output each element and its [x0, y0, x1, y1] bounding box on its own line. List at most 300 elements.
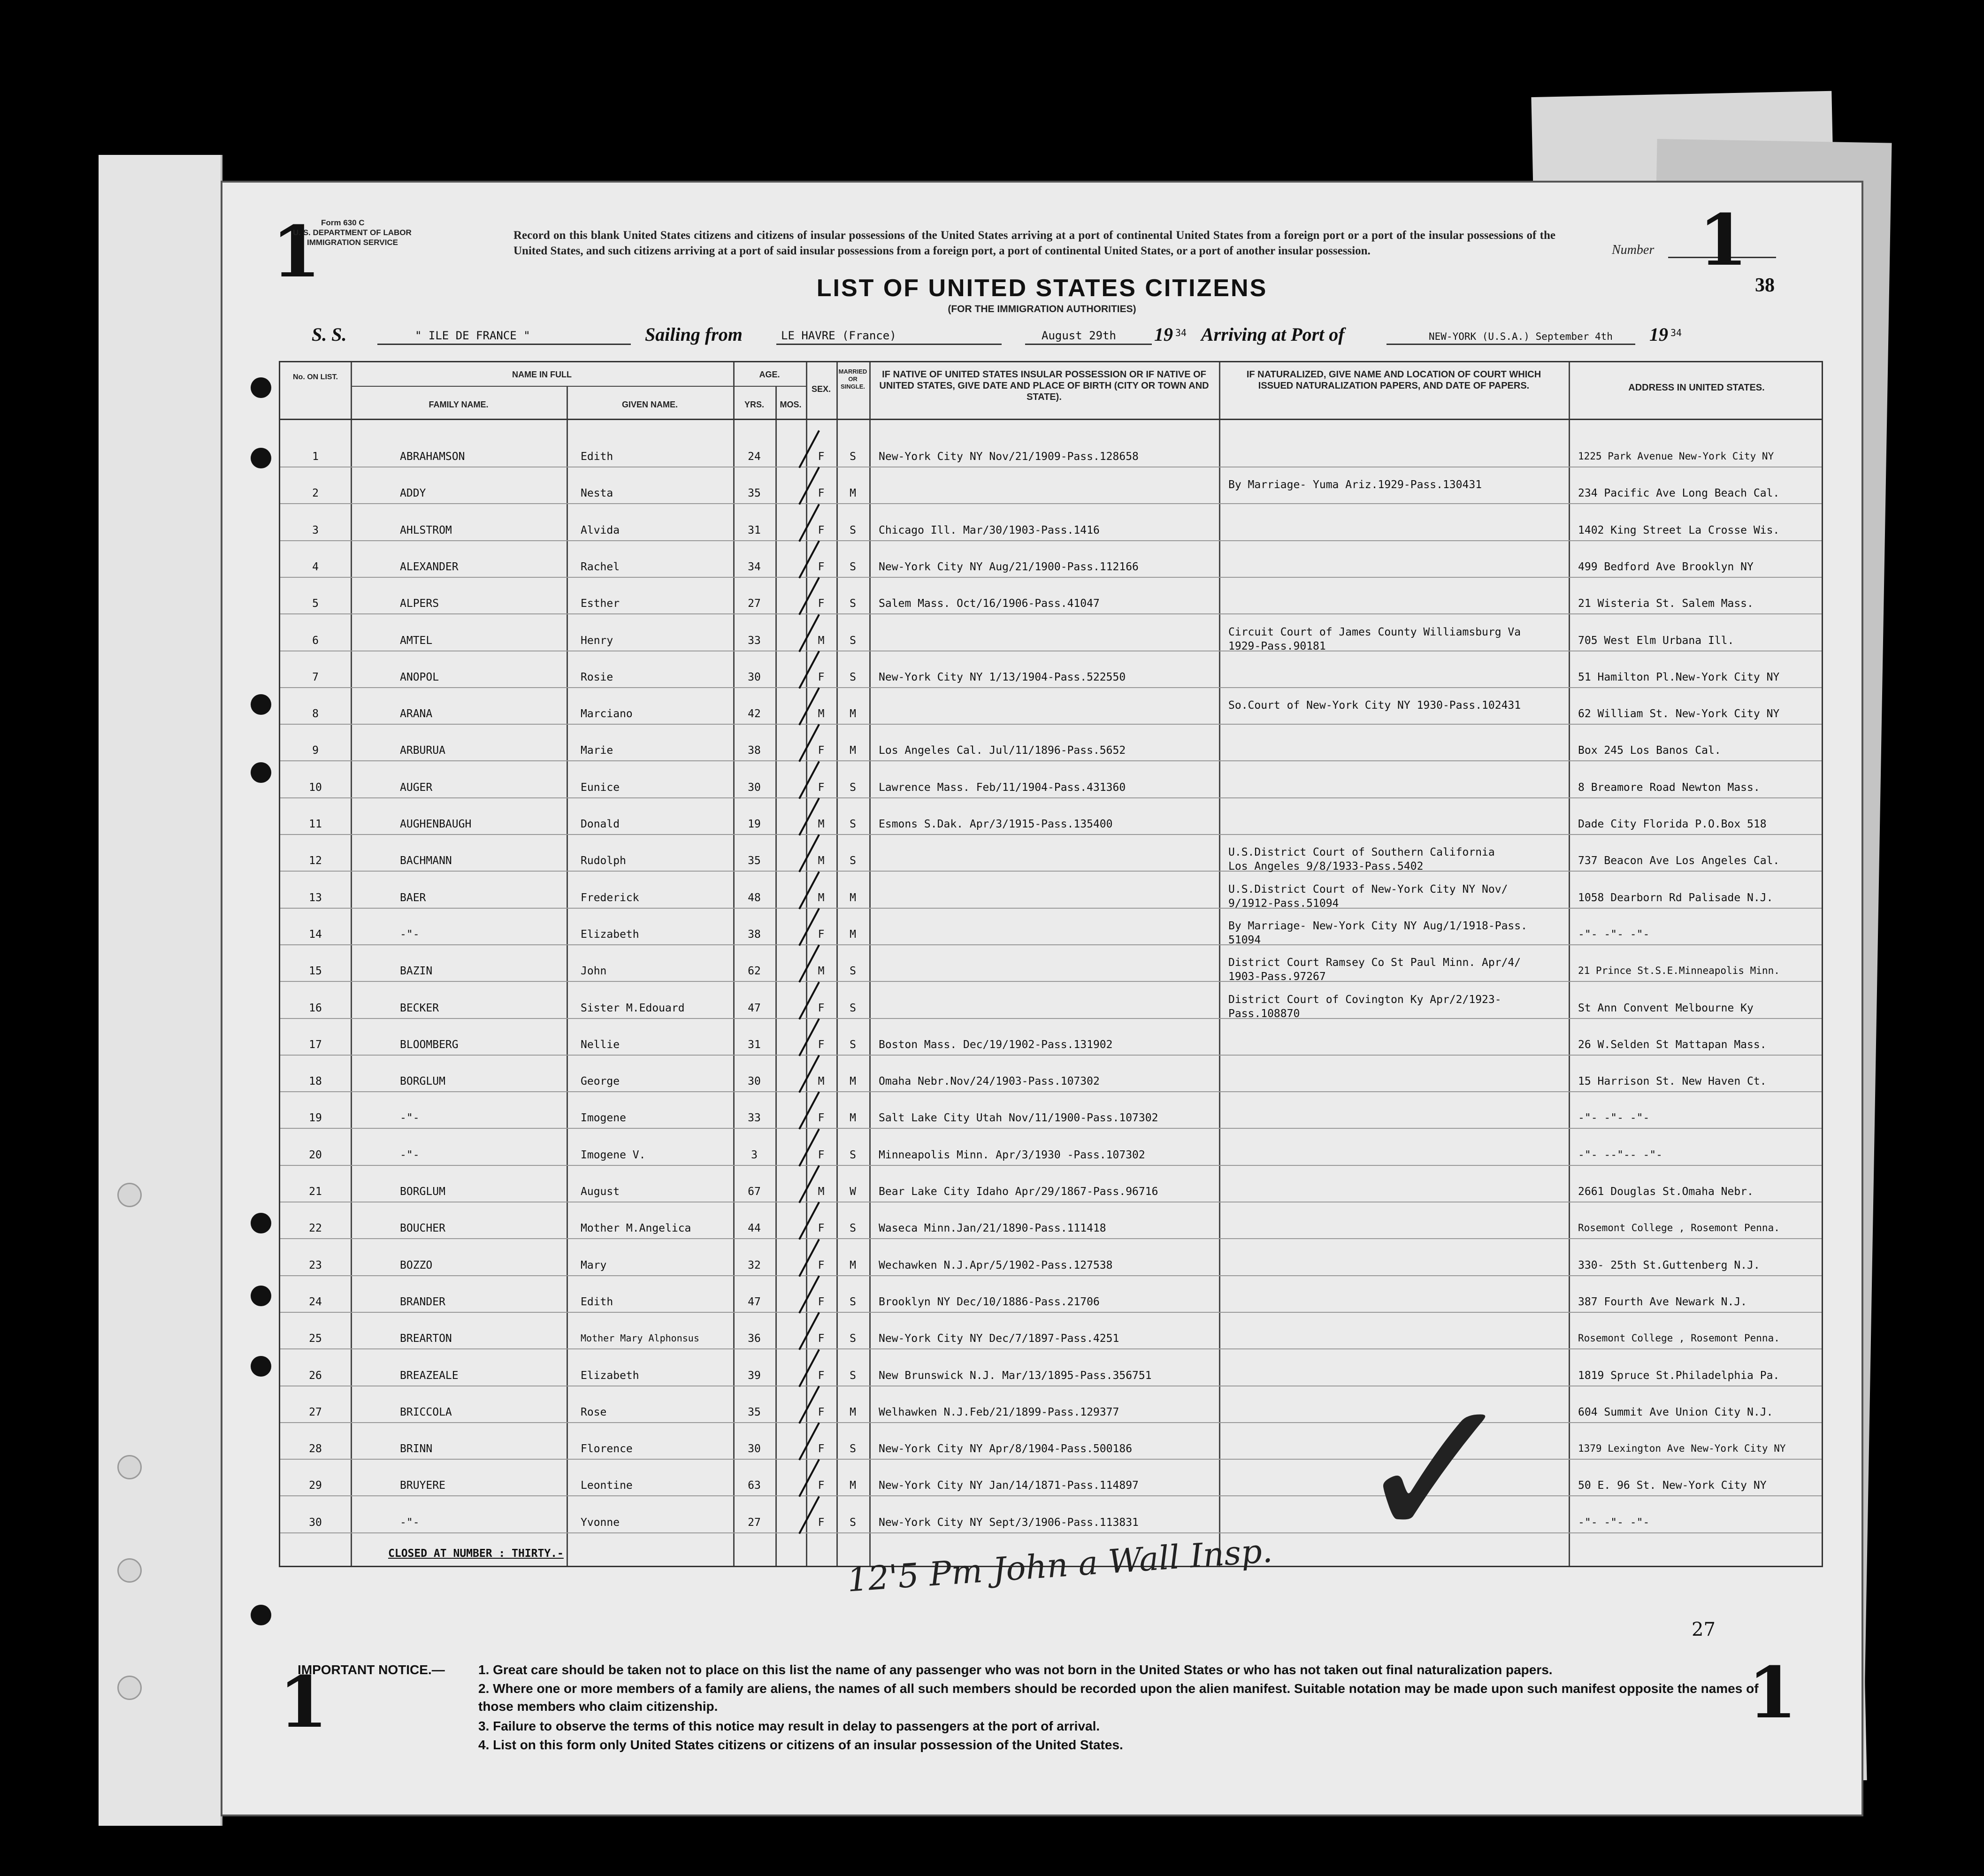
sex: F: [818, 1406, 825, 1418]
sex: F: [818, 928, 825, 941]
row-rule: [280, 1275, 1822, 1276]
age-years: 3: [751, 1149, 758, 1161]
family-name: AHLSTROM: [400, 524, 452, 536]
given-name: John: [581, 965, 607, 978]
table-row: [280, 584, 1822, 620]
given-name: Imogene: [581, 1112, 626, 1125]
birth-place-date: New Brunswick N.J. Mar/13/1895-Pass.356751: [879, 1369, 1152, 1382]
family-name: BLOOMBERG: [400, 1038, 459, 1051]
notice-label: IMPORTANT NOTICE.—: [298, 1662, 445, 1677]
punch-hole: [251, 762, 271, 783]
binding-strip: [99, 155, 222, 1826]
age-years: 35: [748, 1406, 761, 1418]
underline: [1387, 344, 1635, 345]
marital-status: S: [850, 1149, 856, 1161]
row-rule: [280, 1128, 1822, 1129]
sex: M: [818, 1186, 825, 1198]
naturalization-info: Circuit Court of James County Williamsburg Va 1929-Pass.90181: [1228, 626, 1521, 652]
age-years: 47: [748, 1002, 761, 1014]
birth-place-date: Chicago Ill. Mar/30/1903-Pass.1416: [879, 524, 1100, 536]
sex: F: [818, 1002, 825, 1014]
family-name: ALEXANDER: [400, 560, 459, 573]
given-name: Edith: [581, 451, 613, 463]
marital-status: S: [850, 671, 856, 683]
address: Dade City Florida P.O.Box 518: [1578, 818, 1767, 830]
ship-name: " ILE DE FRANCE ": [415, 329, 530, 342]
address: 8 Breamore Road Newton Mass.: [1578, 781, 1760, 794]
header-no-on-list: No. ON LIST.: [293, 373, 338, 381]
age-years: 30: [748, 1075, 761, 1088]
marital-status: M: [850, 1479, 856, 1492]
address: 604 Summit Ave Union City N.J.: [1578, 1406, 1773, 1418]
address: 21 Wisteria St. Salem Mass.: [1578, 597, 1754, 610]
family-name: BREARTON: [400, 1332, 452, 1345]
row-number: 13: [309, 891, 322, 904]
row-rule: [280, 871, 1822, 872]
age-years: 35: [748, 855, 761, 867]
age-years: 34: [748, 560, 761, 573]
birth-place-date: New-York City NY Apr/8/1904-Pass.500186: [879, 1443, 1133, 1455]
row-number: 19: [309, 1112, 322, 1125]
address: 387 Fourth Ave Newark N.J.: [1578, 1295, 1747, 1308]
number-value: 1: [1699, 199, 1748, 282]
address: -"- -"- -"-: [1578, 1516, 1650, 1529]
address: -"- -"- -"-: [1578, 1112, 1650, 1125]
birth-place-date: Omaha Nebr.Nov/24/1903-Pass.107302: [879, 1075, 1100, 1088]
sex: F: [818, 1112, 825, 1125]
table-row: [280, 1026, 1822, 1062]
row-rule: [280, 1091, 1822, 1092]
sex: F: [818, 1479, 825, 1492]
given-name: Rose: [581, 1406, 607, 1418]
age-years: 36: [748, 1332, 761, 1345]
arrival-port-date: NEW-YORK (U.S.A.) September 4th: [1429, 331, 1613, 342]
table-row: [280, 1062, 1822, 1098]
marital-status: M: [850, 891, 856, 904]
marker-number-mark: 1: [272, 211, 321, 293]
sex: F: [818, 781, 825, 794]
marital-status: M: [850, 1112, 856, 1125]
sex: M: [818, 1075, 825, 1088]
page-number: 38: [1755, 275, 1775, 296]
header-address: ADDRESS IN UNITED STATES.: [1628, 383, 1765, 393]
sex: F: [818, 671, 825, 683]
underline: [776, 344, 1002, 345]
arriving-label: Arriving at Port of: [1201, 324, 1345, 345]
header-bottom-rule: [280, 419, 1822, 420]
marital-status: S: [850, 1443, 856, 1455]
row-rule: [280, 503, 1822, 504]
row-number: 23: [309, 1259, 322, 1271]
table-row: [280, 915, 1822, 951]
row-rule: [280, 944, 1822, 945]
row-rule: [280, 908, 1822, 909]
given-name: Nellie: [581, 1038, 620, 1051]
row-number: 2: [312, 487, 319, 500]
birth-place-date: Wechawken N.J.Apr/5/1902-Pass.127538: [879, 1259, 1113, 1271]
age-years: 27: [748, 1516, 761, 1529]
footer-number: 27: [1692, 1619, 1716, 1640]
family-name: -"-: [400, 1516, 420, 1529]
sex: F: [818, 744, 825, 757]
given-name: Elizabeth: [581, 928, 639, 941]
check-mark: ✓: [1354, 1356, 1519, 1585]
sex: M: [818, 634, 825, 647]
family-name: AMTEL: [400, 634, 433, 647]
year-prefix: 19: [1154, 324, 1173, 345]
family-name: BAZIN: [400, 965, 433, 978]
birth-place-date: Welhawken N.J.Feb/21/1899-Pass.129377: [879, 1406, 1119, 1418]
age-years: 35: [748, 487, 761, 500]
row-rule: [280, 540, 1822, 541]
row-rule: [280, 834, 1822, 835]
manifest-table: [279, 361, 1823, 1567]
given-name: Rachel: [581, 560, 620, 573]
given-name: Mother M.Angelica: [581, 1222, 691, 1235]
punch-hole: [251, 1356, 271, 1377]
age-years: 42: [748, 708, 761, 720]
marital-status: S: [850, 855, 856, 867]
bottom-right-marker: 1: [1748, 1652, 1797, 1734]
inspector-signature: 12'5 Pm John a Wall Insp.: [846, 1531, 1274, 1600]
binder-hole: [117, 1183, 142, 1207]
birth-place-date: New-York City NY Sept/3/1906-Pass.113831: [879, 1516, 1139, 1529]
row-number: 12: [309, 855, 322, 867]
row-rule: [280, 1422, 1822, 1423]
row-rule: [280, 1055, 1822, 1056]
row-rule: [280, 981, 1822, 982]
row-rule: [280, 797, 1822, 798]
table-row: [280, 1283, 1822, 1319]
record-instructions: Record on this blank United States citizens and citizens of insular possessions of the United States arriving at a port of continental United States from a foreign port or a port of the insular possessions of the United States, and such citizens arriving at a port of said insular possessions from a foreign port, a port of continental United States, or a port of another insular possession.: [513, 229, 1555, 257]
given-name: Donald: [581, 818, 620, 830]
row-rule: [280, 724, 1822, 725]
row-number: 7: [312, 671, 319, 683]
birth-place-date: Boston Mass. Dec/19/1902-Pass.131902: [879, 1038, 1113, 1051]
table-row: [280, 989, 1822, 1025]
binder-hole: [117, 1558, 142, 1583]
marital-status: S: [850, 451, 856, 463]
address: 330- 25th St.Guttenberg N.J.: [1578, 1259, 1760, 1271]
binder-hole: [117, 1676, 142, 1700]
address: 2661 Douglas St.Omaha Nebr.: [1578, 1186, 1754, 1198]
form-number: Form 630 C: [321, 218, 365, 227]
family-name: -"-: [400, 1149, 420, 1161]
family-name: BOZZO: [400, 1259, 433, 1271]
address: -"- --"-- -"-: [1578, 1149, 1663, 1161]
given-name: Elizabeth: [581, 1369, 639, 1382]
age-years: 31: [748, 1038, 761, 1051]
family-name: ARANA: [400, 708, 433, 720]
notice-item-4: 4. List on this form only United States citizens or citizens of an insular possession of the United States.: [478, 1738, 1123, 1752]
given-name: Rosie: [581, 671, 613, 683]
address: 1058 Dearborn Rd Palisade N.J.: [1578, 891, 1773, 904]
page-title: LIST OF UNITED STATES CITIZENS: [816, 275, 1268, 302]
given-name: Eunice: [581, 781, 620, 794]
given-name: Edith: [581, 1295, 613, 1308]
given-name: Leontine: [581, 1479, 633, 1492]
number-label: Number: [1612, 243, 1655, 257]
row-number: 14: [309, 928, 322, 941]
address: 62 William St. New-York City NY: [1578, 708, 1780, 720]
family-name: ANOPOL: [400, 671, 439, 683]
header-mos: MOS.: [780, 400, 802, 409]
marital-status: S: [850, 1516, 856, 1529]
family-name: AUGER: [400, 781, 433, 794]
family-name: BRUYERE: [400, 1479, 445, 1492]
sailing-year: 34: [1175, 327, 1187, 338]
header-sex: SEX.: [811, 384, 831, 394]
family-name: -"-: [400, 928, 420, 941]
address: 15 Harrison St. New Haven Ct.: [1578, 1075, 1767, 1088]
family-name: -"-: [400, 1112, 420, 1125]
header-yrs: YRS.: [744, 400, 764, 409]
marital-status: M: [850, 1259, 856, 1271]
age-years: 47: [748, 1295, 761, 1308]
given-name: Alvida: [581, 524, 620, 536]
family-name: BOUCHER: [400, 1222, 445, 1235]
header-native-birth: IF NATIVE OF UNITED STATES INSULAR POSSESSION OR IF NATIVE OF UNITED STATES, GIVE DATE AND PLACE OF BIRTH (CITY OR TOWN AND STATE).: [879, 369, 1209, 402]
table-row: [280, 952, 1822, 988]
given-name: Mother Mary Alphonsus: [581, 1332, 699, 1344]
family-name: BECKER: [400, 1002, 439, 1014]
age-years: 33: [748, 634, 761, 647]
punch-hole: [251, 377, 271, 398]
given-name: August: [581, 1186, 620, 1198]
given-name: Henry: [581, 634, 613, 647]
table-row: [280, 1136, 1822, 1172]
sex: F: [818, 560, 825, 573]
sex: F: [818, 1295, 825, 1308]
family-name: ADDY: [400, 487, 426, 500]
family-name: BAER: [400, 891, 426, 904]
family-name: ALPERS: [400, 597, 439, 610]
sex: F: [818, 524, 825, 536]
address: 1379 Lexington Ave New-York City NY: [1578, 1443, 1786, 1455]
table-row: [280, 1466, 1822, 1502]
marital-status: S: [850, 781, 856, 794]
given-name: Nesta: [581, 487, 613, 500]
row-number: 6: [312, 634, 319, 647]
sex: F: [818, 1222, 825, 1235]
notice-item-3: 3. Failure to observe the terms of this notice may result in delay to passengers at the port of arrival.: [478, 1719, 1100, 1733]
bottom-left-marker: 1: [279, 1661, 328, 1744]
age-years: 30: [748, 781, 761, 794]
address: 1225 Park Avenue New-York City NY: [1578, 451, 1774, 462]
sex: F: [818, 1369, 825, 1382]
sex: F: [818, 1332, 825, 1345]
naturalization-info: By Marriage- Yuma Ariz.1929-Pass.130431: [1228, 479, 1482, 491]
address: Rosemont College , Rosemont Penna.: [1578, 1332, 1780, 1344]
marital-status: M: [850, 487, 856, 500]
row-number: 27: [309, 1406, 322, 1418]
table-row: [280, 437, 1822, 474]
row-number: 25: [309, 1332, 322, 1345]
table-row: [280, 805, 1822, 841]
family-name: BRINN: [400, 1443, 433, 1455]
marital-status: S: [850, 965, 856, 978]
row-rule: [280, 577, 1822, 578]
row-number: 24: [309, 1295, 322, 1308]
row-number: 4: [312, 560, 319, 573]
address: 234 Pacific Ave Long Beach Cal.: [1578, 487, 1780, 500]
table-row: [280, 695, 1822, 731]
sex: F: [818, 451, 825, 463]
sex: F: [818, 1443, 825, 1455]
family-name: BREAZEALE: [400, 1369, 459, 1382]
given-name: Marciano: [581, 708, 633, 720]
age-years: 44: [748, 1222, 761, 1235]
marital-status: M: [850, 928, 856, 941]
marital-status: S: [850, 1222, 856, 1235]
row-number: 30: [309, 1516, 322, 1529]
row-number: 20: [309, 1149, 322, 1161]
arrival-year-prefix: 19: [1649, 324, 1668, 345]
row-number: 18: [309, 1075, 322, 1088]
family-name: BACHMANN: [400, 855, 452, 867]
age-years: 31: [748, 524, 761, 536]
address: Rosemont College , Rosemont Penna.: [1578, 1222, 1780, 1234]
naturalization-info: U.S.District Court of New-York City NY Nov/ 9/1912-Pass.51094: [1228, 883, 1508, 910]
address: 50 E. 96 St. New-York City NY: [1578, 1479, 1767, 1492]
header-naturalized: IF NATURALIZED, GIVE NAME AND LOCATION OF COURT WHICH ISSUED NATURALIZATION PAPERS, AND DATE OF PAPERS.: [1246, 369, 1541, 391]
address: Box 245 Los Banos Cal.: [1578, 744, 1721, 757]
header-divider: [733, 386, 806, 387]
table-row: [280, 879, 1822, 915]
sailing-label: Sailing from: [645, 324, 743, 345]
age-years: 38: [748, 744, 761, 757]
age-years: 38: [748, 928, 761, 941]
row-number: 17: [309, 1038, 322, 1051]
family-name: BORGLUM: [400, 1075, 445, 1088]
service-name: IMMIGRATION SERVICE: [307, 238, 398, 247]
row-number: 3: [312, 524, 319, 536]
page-subtitle: (FOR THE IMMIGRATION AUTHORITIES): [948, 304, 1136, 314]
age-years: 63: [748, 1479, 761, 1492]
marital-status: S: [850, 1332, 856, 1345]
naturalization-info: District Court Ramsey Co St Paul Minn. Apr/4/ 1903-Pass.97267: [1228, 957, 1521, 983]
sailing-date: August 29th: [1042, 329, 1116, 342]
notice-item-2: 2. Where one or more members of a family are aliens, the names of all such members should be recorded upon the alien manifest. Suitable notation may be made upon such manifest opposite the names of those members who claim citizenship.: [478, 1681, 1759, 1714]
birth-place-date: Minneapolis Minn. Apr/3/1930 -Pass.107302: [879, 1149, 1145, 1161]
given-name: Frederick: [581, 891, 639, 904]
marital-status: S: [850, 818, 856, 830]
row-number: 22: [309, 1222, 322, 1235]
birth-place-date: Salem Mass. Oct/16/1906-Pass.41047: [879, 597, 1100, 610]
age-years: 30: [748, 1443, 761, 1455]
row-number: 15: [309, 965, 322, 978]
sex: M: [818, 965, 825, 978]
family-name: AUGHENBAUGH: [400, 818, 472, 830]
table-row: [280, 731, 1822, 767]
row-number: 16: [309, 1002, 322, 1014]
marital-status: W: [850, 1186, 856, 1198]
marital-status: S: [850, 597, 856, 610]
given-name: George: [581, 1075, 620, 1088]
row-rule: [280, 613, 1822, 614]
given-name: Sister M.Edouard: [581, 1002, 685, 1014]
given-name: Rudolph: [581, 855, 626, 867]
table-row: [280, 1209, 1822, 1245]
sex: M: [818, 818, 825, 830]
binder-hole: [117, 1455, 142, 1479]
age-years: 19: [748, 818, 761, 830]
address: 499 Bedford Ave Brooklyn NY: [1578, 560, 1754, 573]
table-row: [280, 1172, 1822, 1209]
punch-hole: [251, 448, 271, 468]
table-row: [280, 842, 1822, 878]
punch-hole: [251, 1286, 271, 1306]
family-name: ARBURUA: [400, 744, 445, 757]
row-number: 8: [312, 708, 319, 720]
punch-hole: [251, 1605, 271, 1625]
row-number: 9: [312, 744, 319, 757]
marital-status: M: [850, 1406, 856, 1418]
sex: M: [818, 891, 825, 904]
punch-hole: [251, 694, 271, 715]
birth-place-date: New-York City NY Jan/14/1871-Pass.114897: [879, 1479, 1139, 1492]
naturalization-info: District Court of Covington Ky Apr/2/1923- Pass.108870: [1228, 993, 1501, 1020]
marital-status: M: [850, 744, 856, 757]
given-name: Esther: [581, 597, 620, 610]
row-number: 26: [309, 1369, 322, 1382]
row-number: 21: [309, 1186, 322, 1198]
address: 26 W.Selden St Mattapan Mass.: [1578, 1038, 1767, 1051]
row-number: 11: [309, 818, 322, 830]
manifest-page: [221, 181, 1863, 1816]
sex: F: [818, 1038, 825, 1051]
address: 51 Hamilton Pl.New-York City NY: [1578, 671, 1780, 683]
sex: F: [818, 487, 825, 500]
family-name: BORGLUM: [400, 1186, 445, 1198]
table-row: [280, 548, 1822, 584]
row-number: 10: [309, 781, 322, 794]
marital-status: S: [850, 1295, 856, 1308]
row-rule: [280, 1348, 1822, 1349]
family-name: BRANDER: [400, 1295, 445, 1308]
notice-item-1: 1. Great care should be taken not to place on this list the name of any passenger who was not born in the United States or who has not taken out final naturalization papers.: [478, 1662, 1553, 1677]
row-rule: [280, 1495, 1822, 1496]
header-family-name: FAMILY NAME.: [429, 400, 489, 409]
birth-place-date: Brooklyn NY Dec/10/1886-Pass.21706: [879, 1295, 1100, 1308]
birth-place-date: New-York City NY Nov/21/1909-Pass.128658: [879, 451, 1139, 463]
naturalization-info: So.Court of New-York City NY 1930-Pass.102431: [1228, 699, 1521, 712]
birth-place-date: New-York City NY 1/13/1904-Pass.522550: [879, 671, 1126, 683]
punch-hole: [251, 1213, 271, 1233]
table-row: [280, 511, 1822, 547]
marital-status: S: [850, 634, 856, 647]
address: 705 West Elm Urbana Ill.: [1578, 634, 1734, 647]
row-rule: [280, 1459, 1822, 1460]
birth-place-date: Esmons S.Dak. Apr/3/1915-Pass.135400: [879, 818, 1113, 830]
given-name: Yvonne: [581, 1516, 620, 1529]
age-years: 48: [748, 891, 761, 904]
sex: M: [818, 855, 825, 867]
table-row: [280, 1393, 1822, 1429]
header-age: AGE.: [759, 370, 780, 379]
birth-place-date: New-York City NY Aug/21/1900-Pass.112166: [879, 560, 1139, 573]
given-name: Mary: [581, 1259, 607, 1271]
header-name-in-full: NAME IN FULL: [512, 370, 572, 379]
birth-place-date: New-York City NY Dec/7/1897-Pass.4251: [879, 1332, 1119, 1345]
table-row: [280, 1503, 1822, 1539]
birth-place-date: Salt Lake City Utah Nov/11/1900-Pass.107302: [879, 1112, 1158, 1125]
row-rule: [280, 760, 1822, 761]
birth-place-date: Los Angeles Cal. Jul/11/1896-Pass.5652: [879, 744, 1126, 757]
table-row: [280, 1246, 1822, 1282]
header-married-single: MARRIED OR SINGLE.: [838, 368, 867, 390]
form-identifier: [293, 218, 412, 247]
